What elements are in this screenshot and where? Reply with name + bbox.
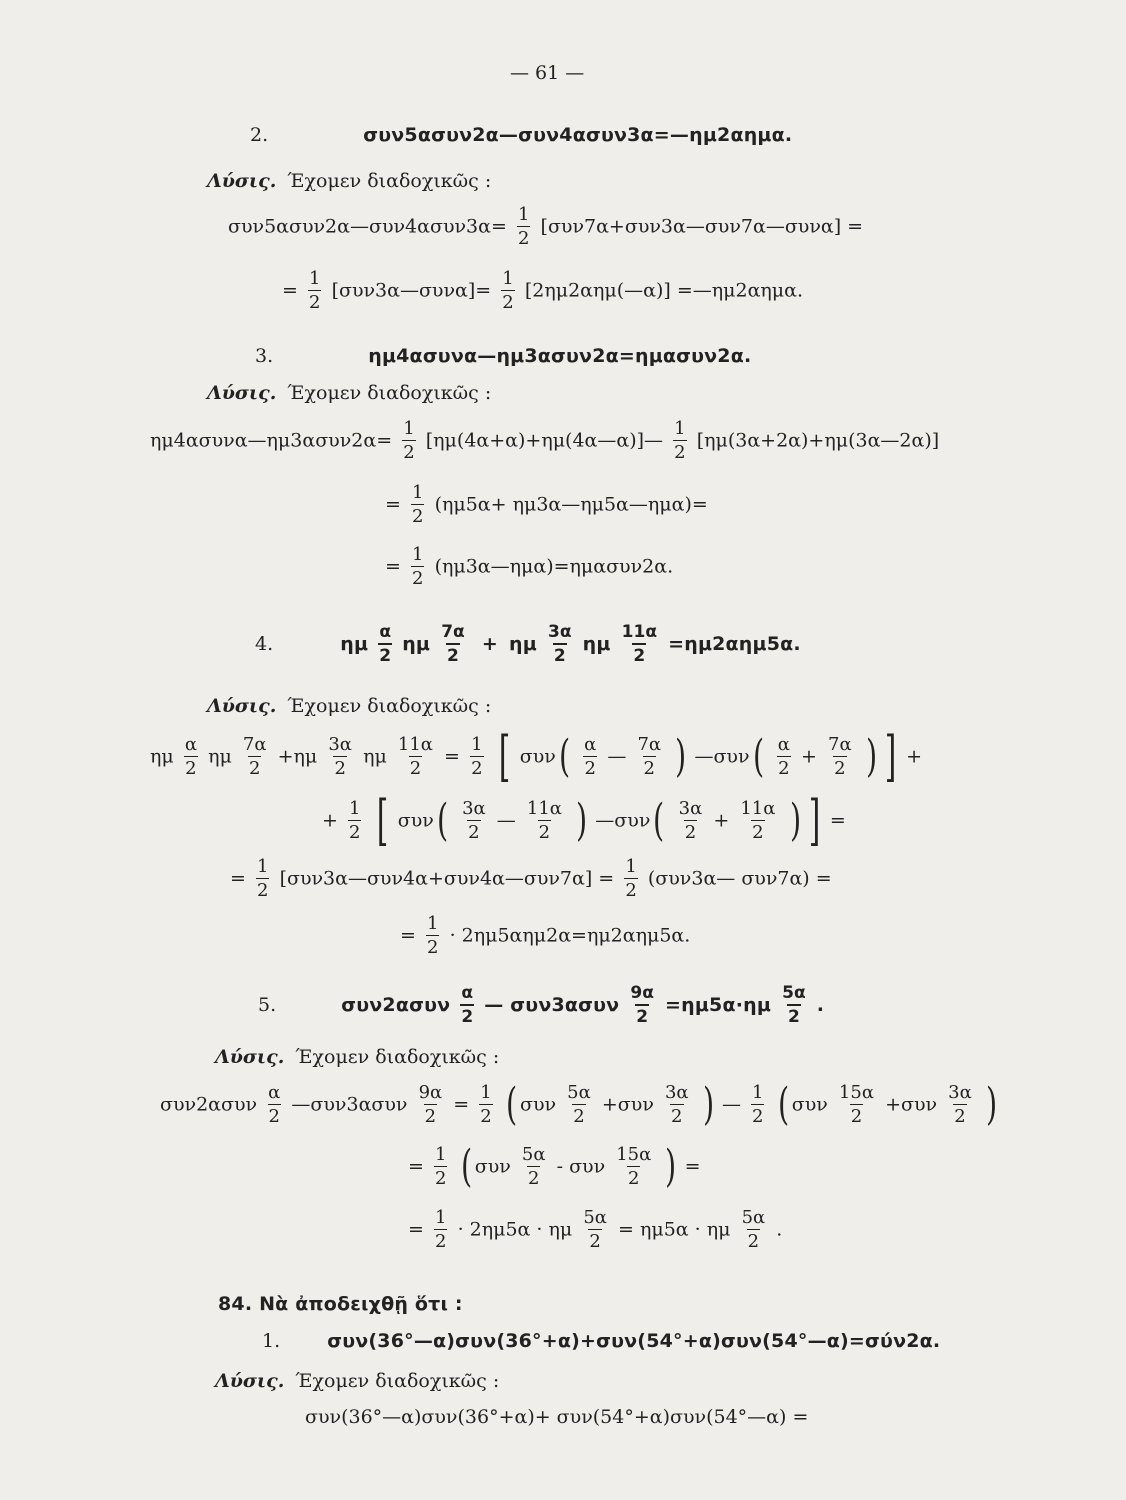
exercise-84-1-statement: [262, 1332, 940, 1351]
p4-equation-line-2: + $\frac{1}{2}$ [ συν( $\frac{3\alpha}{2}$ — $\frac{11\alpha}{2}$ ) —συν( $\frac{3\alpha}{2}$ + $\frac{11\alpha}{2}$ ) ] =: [322, 789, 846, 852]
fraction-half: $\frac{1}{2}$: [412, 482, 424, 527]
fraction-half: $\frac{1}{2}$: [403, 418, 415, 463]
fraction-half: $\frac{1}{2}$: [502, 268, 514, 313]
problem-2-statement: [250, 126, 792, 145]
exomen-text: Έχομεν διαδοχικῶς :: [295, 1046, 500, 1068]
exomen-text: Έχομεν διαδοχικῶς :: [287, 382, 492, 404]
lusis-label: Λύσις.: [207, 382, 277, 404]
solution-label-2: [207, 172, 491, 191]
p2-equation-line-1: συν5ασυν2α—συν4ασυν3α= $\frac{1}{2}$ [συν7α+συν3α—συν7α—συνα] =: [228, 204, 864, 249]
p4-equation-line-1: ημ $\frac{\alpha}{2}$ ημ $\frac{7\alpha}{2}$ +ημ $\frac{3\alpha}{2}$ ημ $\frac{11\alpha}{2}$ = $\frac{1}{2}$ [ συν( $\frac{\alpha}{2}$ — $\frac{7\alpha}{2}$ ) —συν( $\frac{\alpha}{2}$ + $\frac{7\alpha}{2}$ ) ] +: [150, 725, 923, 788]
p3-equation-line-3: = $\frac{1}{2}$ (ημ3α—ημα)=ημασυν2α.: [385, 544, 674, 589]
p4-equation-line-4: = $\frac{1}{2}$ · 2ημ5αημ2α=ημ2αημ5α.: [400, 913, 691, 958]
solution-label-3: [207, 384, 491, 403]
exomen-text: Έχομεν διαδοχικῶς :: [287, 695, 492, 717]
problem-number: 5.: [258, 994, 277, 1016]
page-number: — 61 —: [510, 62, 585, 84]
exomen-text: Έχομεν διαδοχικῶς :: [287, 170, 492, 192]
p5-equation-line-2: = $\frac{1}{2}$ ( συν $\frac{5\alpha}{2}$ - συν $\frac{15\alpha}{2}$ ) =: [408, 1141, 701, 1192]
problem-5-statement: 5. συν2ασυν $\frac{\alpha}{2}$ — συν3ασυν $\frac{9\alpha}{2}$ =ημ5α·ημ $\frac{5\alpha}{2}$ .: [258, 983, 825, 1027]
p2-equation-line-2: = $\frac{1}{2}$ [συν3α—συνα]= $\frac{1}{2}$ [2ημ2αημ(—α)] =—ημ2αημα.: [282, 268, 804, 313]
p3-equation-line-1: ημ4ασυνα—ημ3ασυν2α= $\frac{1}{2}$ [ημ(4α+α)+ημ(4α—α)]— $\frac{1}{2}$ [ημ(3α+2α)+ημ(3α—2α)]: [150, 418, 940, 463]
problem-number: 3.: [255, 345, 274, 367]
problem-3-statement: [255, 347, 751, 366]
exercise-84-heading: 84. Νὰ ἀποδειχθῇ ὅτι :: [218, 1293, 463, 1315]
fraction-half: $\frac{1}{2}$: [412, 544, 424, 589]
solution-label-5: [215, 1048, 499, 1067]
statement-text: συν(36°—α)συν(36°+α)+συν(54°+α)συν(54°—α)=σύν2α.: [327, 1330, 941, 1352]
problem-number: 4.: [255, 633, 274, 655]
problem-4-statement: 4. ημ $\frac{\alpha}{2}$ ημ $\frac{7\alpha}{2}$ + ημ $\frac{3\alpha}{2}$ ημ $\frac{11\alpha}{2}$ =ημ2αημ5α.: [255, 622, 801, 666]
problem-number: 2.: [250, 124, 269, 146]
p5-equation-line-1: συν2ασυν $\frac{\alpha}{2}$ —συν3ασυν $\frac{9\alpha}{2}$ = $\frac{1}{2}$ ( συν $\frac{5\alpha}{2}$ +συν $\frac{3\alpha}{2}$ ) — $\frac{1}{2}$ ( συν $\frac{15\alpha}{2}$ +συν $\frac{3\alpha}{2}$ ): [160, 1079, 998, 1130]
statement-text: συν5ασυν2α—συν4ασυν3α=—ημ2αημα.: [363, 124, 793, 146]
p4-equation-line-3: = $\frac{1}{2}$ [συν3α—συν4α+συν4α—συν7α] = $\frac{1}{2}$ (συν3α— συν7α) =: [230, 856, 832, 901]
problem-number: 1.: [262, 1330, 281, 1352]
lusis-label: Λύσις.: [207, 170, 277, 192]
p5-equation-line-3: = $\frac{1}{2}$ · 2ημ5α · ημ $\frac{5\alpha}{2}$ = ημ5α · ημ $\frac{5\alpha}{2}$ .: [408, 1207, 783, 1252]
lusis-label: Λύσις.: [215, 1370, 285, 1392]
lusis-label: Λύσις.: [215, 1046, 285, 1068]
exomen-text: Έχομεν διαδοχικῶς :: [295, 1370, 500, 1392]
lusis-label: Λύσις.: [207, 695, 277, 717]
fraction-half: $\frac{1}{2}$: [674, 418, 686, 463]
p3-equation-line-2: = $\frac{1}{2}$ (ημ5α+ ημ3α—ημ5α—ημα)=: [385, 482, 708, 527]
solution-label-4: [207, 697, 491, 716]
statement-text: ημ4ασυνα—ημ3ασυν2α=ημασυν2α.: [368, 345, 752, 367]
fraction-half: $\frac{1}{2}$: [517, 204, 530, 249]
solution-label-84: [215, 1372, 499, 1391]
p84-equation-line-1: συν(36°—α)συν(36°+α)+ συν(54°+α)συν(54°—α) =: [305, 1406, 809, 1428]
fraction-half: $\frac{1}{2}$: [309, 268, 321, 313]
